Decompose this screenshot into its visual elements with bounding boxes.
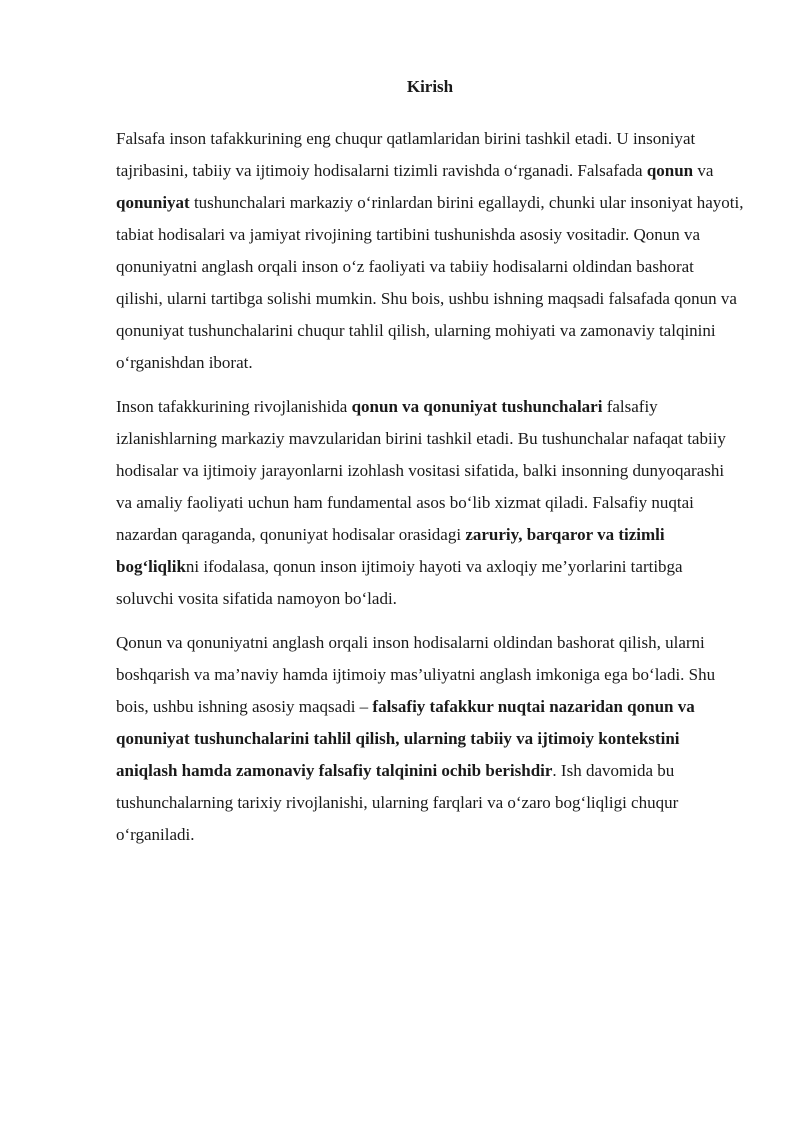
paragraph-2-run: Inson tafakkurining rivojlanishida xyxy=(116,397,352,416)
paragraph-2-bold-run: zaruriy, barqaror va tizimli bog‘liqlik xyxy=(116,525,665,576)
document-title: Kirish xyxy=(406,77,454,96)
paragraph-2-run: ni ifodalasa, qonun inson ijtimoiy hayoti va axloqiy me’yorlarini tartibga soluvchi vosita sifatida namoyon bo‘ladi. xyxy=(116,557,683,608)
paragraph-2-run: falsafiy izlanishlarning markaziy mavzularidan birini tashkil etadi. Bu tushunchalar nafaqat tabiiy hodisalar va ijtimoiy jarayonlarni izohlash vositasi sifatida, balki insonning dunyoqarashi va amaliy faoliyati uchun ham fundamental asos bo‘lib xizmat qiladi. Falsafiy nuqtai nazardan qaraganda, qonuniyat hodisalar orasidagi xyxy=(116,397,726,544)
paragraph-1 xyxy=(116,123,744,379)
paragraph-3-run: . Ish davomida bu tushunchalarning tarixiy rivojlanishi, ularning farqlari va o‘zaro bog‘liqligi chuqur o‘rganiladi. xyxy=(116,761,679,844)
paragraph-1-run: Falsafa inson tafakkurining eng chuqur qatlamlaridan birini tashkil etadi. U insoniyat tajribasini, tabiiy va ijtimoiy hodisalarni tizimli ravishda o‘rganadi. Falsafada xyxy=(116,129,696,180)
paragraph-1-bold-run: qonuniyat xyxy=(116,193,190,212)
paragraph-3-bold-run: falsafiy tafakkur nuqtai nazaridan qonun va qonuniyat tushunchalarini tahlil qilish, ularning tabiiy va ijtimoiy kontekstini aniqlash hamda zamonaviy falsafiy talqinini ochib berishdir xyxy=(116,697,695,780)
paragraph-3-run: Qonun va qonuniyatni anglash orqali inson hodisalarni oldindan bashorat qilish, ularni boshqarish va ma’naviy hamda ijtimoiy mas’uliyatni anglash imkoniga ega bo‘ladi. Shu bois, ushbu ishning asosiy maqsadi – xyxy=(116,633,716,716)
paragraph-1-run: tushunchalari markaziy o‘rinlardan birini egallaydi, chunki ular insoniyat hayoti, tabiat hodisalari va jamiyat rivojining tartibini tushunishda asosiy vositadir. Qonun va qonuniyatni anglash orqali inson o‘z faoliyati va tabiiy hodisalarni oldindan bashorat qilishi, ularni tartibga solishi mumkin. Shu bois, ushbu ishning maqsadi falsafada qonun va qonuniyat tushunchalarini chuqur tahlil qilish, ularning mohiyati va zamonaviy talqinini o‘rganishdan iborat. xyxy=(116,193,744,372)
paragraph-2 xyxy=(116,391,744,615)
paragraph-1-run: va xyxy=(693,161,714,180)
paragraph-3 xyxy=(116,627,744,851)
document-body xyxy=(116,73,744,863)
paragraph-1-bold-run: qonun xyxy=(646,161,694,180)
paragraph-2-bold-run: qonun va qonuniyat tushunchalari xyxy=(351,397,603,416)
